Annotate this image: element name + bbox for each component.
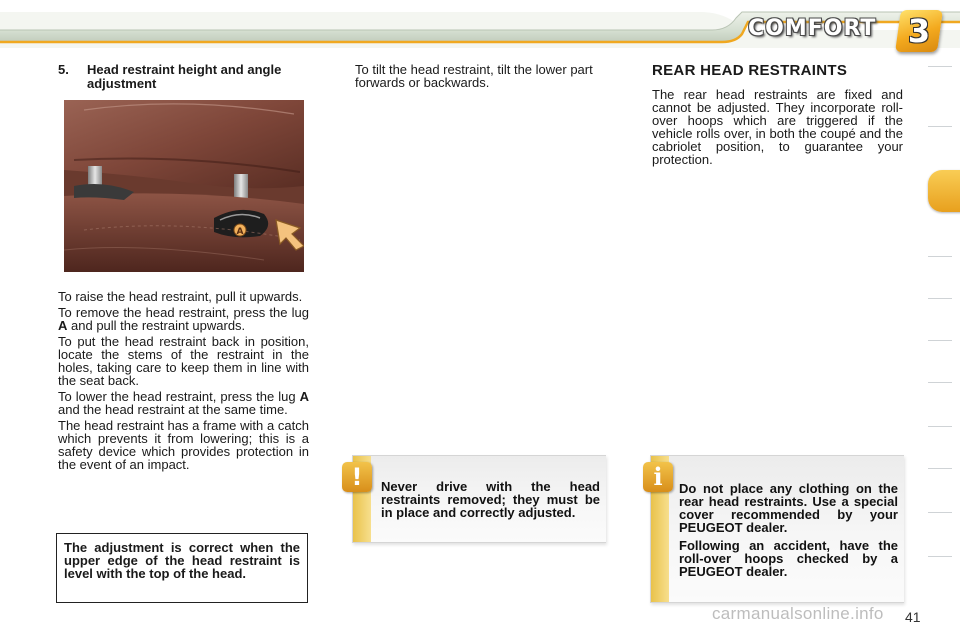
warning-text: Never drive with the head restraints removed; they must be in place and correctly adjusted. [381,479,600,520]
adjustment-note: The adjustment is correct when the upper edge of the head restraint is level with the top of the head. [56,533,308,603]
rear-section-title: REAR HEAD RESTRAINTS [652,62,848,79]
page-number: 41 [905,609,921,625]
info-text: Following an accident, have the roll-over hoops checked by a PEUGEOT dealer. [679,538,898,579]
chapter-tab[interactable] [928,126,952,127]
info-panel [650,455,904,603]
warning-panel [352,455,606,543]
lug-reference: A [58,318,68,333]
section-number: 5. [58,62,69,77]
chapter-tab[interactable] [928,298,952,299]
chapter-tab[interactable] [928,66,952,67]
chapter-tab[interactable] [928,426,952,427]
lug-reference: A [299,389,309,404]
paragraph: The head restraint has a frame with a catch which prevents it from lowering; this is a safety device which provides protection in the event of an impact. [58,418,309,472]
chapter-number-badge [895,10,943,52]
paragraph: To put the head restraint back in position, locate the stems of the restraint in the holes, taking care to keep them in line with the seat back. [58,334,309,388]
text-run: To remove the head restraint, press the lug [58,305,309,320]
chapter-tab[interactable] [928,512,952,513]
info-icon: i [643,462,673,492]
text-run: To lower the head restraint, press the lug [58,389,296,404]
paragraph [58,306,309,332]
tilt-instruction: To tilt the head restraint, tilt the lower part forwards or backwards. [355,62,593,90]
chapter-tab[interactable] [928,556,952,557]
text-run: and the head restraint at the same time. [58,402,288,417]
chapter-tab[interactable] [928,382,952,383]
warning-content [371,456,606,542]
exclamation-icon: ! [342,462,372,492]
chapter-tab[interactable] [928,256,952,257]
chapter-tab[interactable] [928,340,952,341]
chapter-number: 3 [907,12,931,50]
section-title: Head restraint height and angle adjustment [87,62,282,91]
chapter-tab[interactable] [928,468,952,469]
instructions-text [58,290,309,474]
chapter-tabs [928,62,960,576]
text-run: and pull the restraint upwards. [71,318,246,333]
lug-label: A [236,227,244,237]
chapter-title: COMFORT [748,16,877,41]
head-restraint-photo [64,100,304,272]
rear-section-text: The rear head restraints are fixed and cannot be adjusted. They incorporate roll-over hoops which are triggered if the vehicle rolls over, in both the coupé and the cabriolet position, to guarantee your protection. [652,87,903,167]
info-text: Do not place any clothing on the rear head restraints. Use a special cover recommended by your PEUGEOT dealer. [679,481,898,535]
watermark: carmanualsonline.info [712,604,884,623]
paragraph: To raise the head restraint, pull it upwards. [58,289,303,304]
info-content [669,456,904,602]
chapter-tab-active[interactable] [928,170,960,212]
paragraph [58,390,309,416]
section-heading [58,63,308,91]
